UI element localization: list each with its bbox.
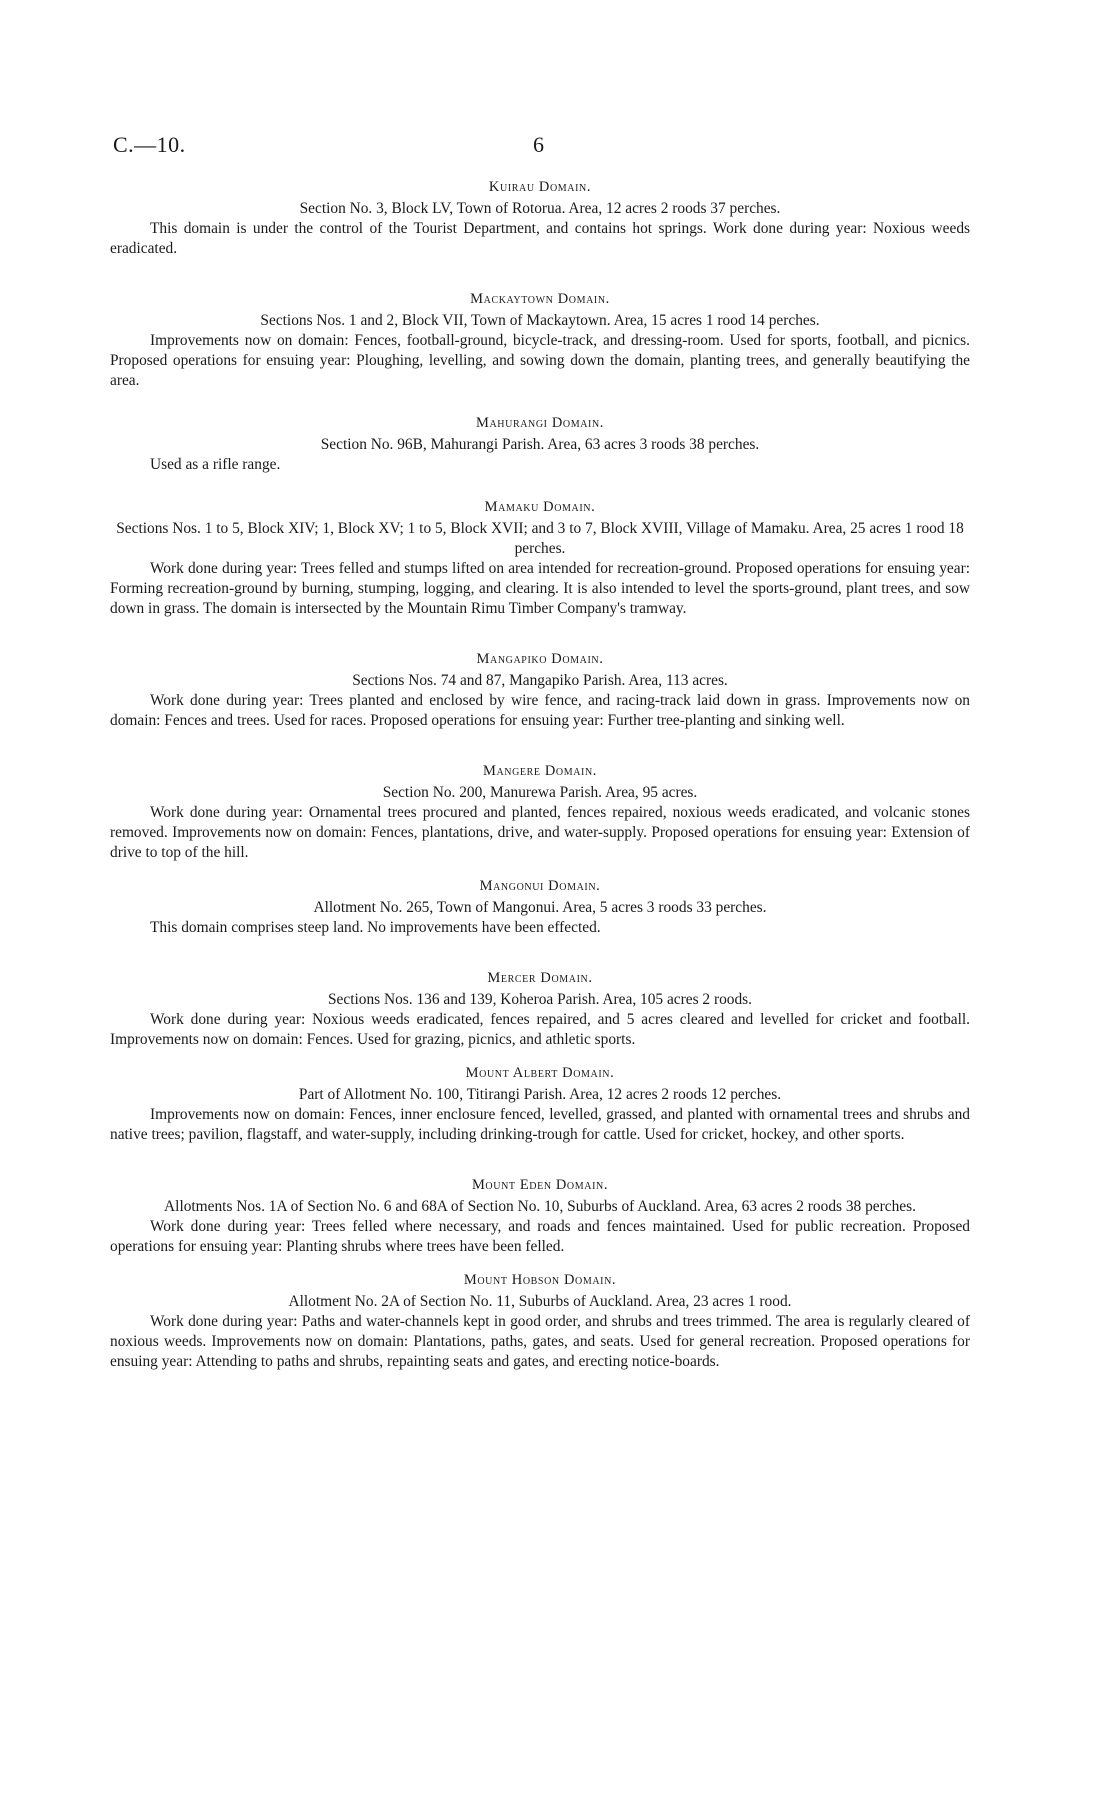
domain-entry-mahurangi <box>110 413 970 475</box>
domain-entry-mangapiko <box>110 649 970 731</box>
domain-title: Mahurangi Domain. <box>475 415 605 431</box>
domain-location: Part of Allotment No. 100, Titirangi Parish. Area, 12 acres 2 roods 12 perches. <box>298 1086 782 1103</box>
domain-title: Mount Hobson Domain. <box>463 1272 617 1288</box>
domain-description: Work done during year: Trees felled and stumps lifted on area intended for recreation-ground. Proposed operations for ensuing year: Forming recreation-ground by burning, stumping, logging, and clearing. It is also intended to level the sports-ground, plant trees, and sow down in grass. The domain is intersected by the Mountain Rimu Timber Company's tramway. <box>110 560 970 617</box>
domain-title: Mackaytown Domain. <box>470 291 610 307</box>
domain-title: Mangapiko Domain. <box>476 651 604 667</box>
domain-entry-mangonui <box>110 876 970 938</box>
domain-location: Allotment No. 2A of Section No. 11, Suburbs of Auckland. Area, 23 acres 1 rood. <box>288 1293 792 1310</box>
domain-description: Work done during year: Trees felled where necessary, and roads and fences maintained. Used for public recreation. Proposed operations for ensuing year: Planting shrubs where trees have been felled. <box>110 1218 970 1255</box>
domain-location: Sections Nos. 74 and 87, Mangapiko Parish. Area, 113 acres. <box>352 672 728 689</box>
domain-title: Mamaku Domain. <box>484 499 596 515</box>
domain-entry-mercer <box>110 968 970 1050</box>
domain-location: Allotment No. 265, Town of Mangonui. Area, 5 acres 3 roods 33 perches. <box>313 899 767 916</box>
domain-location: Allotments Nos. 1A of Section No. 6 and 68A of Section No. 10, Suburbs of Auckland. Area, 63 acres 2 roods 38 perches. <box>164 1198 916 1215</box>
domain-title: Kuirau Domain. <box>488 179 592 195</box>
domain-location: Section No. 200, Manurewa Parish. Area, 95 acres. <box>382 784 698 801</box>
domain-title: Mangere Domain. <box>482 763 598 779</box>
domain-description: Used as a rifle range. <box>150 456 281 473</box>
domain-entry-mamaku <box>110 497 970 619</box>
domain-entry-mackaytown <box>110 289 970 391</box>
domain-location: Section No. 3, Block LV, Town of Rotorua. Area, 12 acres 2 roods 37 perches. <box>299 200 781 217</box>
domain-description: This domain is under the control of the Tourist Department, and contains hot springs. Work done during year: Noxious weeds eradicated. <box>110 220 970 257</box>
domain-location: Section No. 96B, Mahurangi Parish. Area, 63 acres 3 roods 38 perches. <box>320 436 760 453</box>
domain-entry-mangere <box>110 761 970 863</box>
domain-location: Sections Nos. 1 to 5, Block XIV; 1, Block XV; 1 to 5, Block XVII; and 3 to 7, Block XVIII, Village of Mamaku. Area, 25 acres 1 rood 18 perches. <box>116 520 964 557</box>
domain-entry-kuirau <box>110 177 970 259</box>
page-header <box>113 132 545 158</box>
domain-title: Mercer Domain. <box>487 970 593 986</box>
domain-location: Sections Nos. 136 and 139, Koheroa Parish. Area, 105 acres 2 roods. <box>327 991 753 1008</box>
domain-entry-mount-hobson <box>110 1270 970 1372</box>
domain-title: Mount Albert Domain. <box>465 1065 615 1081</box>
page-number: 6 <box>533 132 545 157</box>
domain-description: Work done during year: Noxious weeds eradicated, fences repaired, and 5 acres cleared and levelled for cricket and football. Improvements now on domain: Fences. Used for grazing, picnics, and athletic sports. <box>110 1011 970 1048</box>
domain-title: Mount Eden Domain. <box>471 1177 609 1193</box>
domain-entry-mount-eden <box>110 1175 970 1257</box>
domain-description: Work done during year: Ornamental trees procured and planted, fences repaired, noxious weeds eradicated, and volcanic stones removed. Improvements now on domain: Fences, plantations, drive, and water-supply. Proposed operations for ensuing year: Extension of drive to top of the hill. <box>110 804 970 861</box>
domain-entry-mount-albert <box>110 1063 970 1145</box>
document-body <box>110 177 970 1372</box>
document-reference: C.—10. <box>113 132 186 157</box>
domain-description: Work done during year: Paths and water-channels kept in good order, and shrubs and trees trimmed. The area is regularly cleared of noxious weeds. Improvements now on domain: Plantations, paths, gates, and seats. Used for general recreation. Proposed operations for ensuing year: Attending to paths and shrubs, repainting seats and gates, and erecting notice-boards. <box>110 1313 970 1370</box>
domain-title: Mangonui Domain. <box>479 878 601 894</box>
domain-description: Improvements now on domain: Fences, inner enclosure fenced, levelled, grassed, and planted with ornamental trees and shrubs and native trees; pavilion, flagstaff, and water-supply, including drinking-trough for cattle. Used for cricket, hockey, and other sports. <box>110 1106 970 1143</box>
domain-location: Sections Nos. 1 and 2, Block VII, Town of Mackaytown. Area, 15 acres 1 rood 14 perches. <box>260 312 820 329</box>
domain-description: Improvements now on domain: Fences, football-ground, bicycle-track, and dressing-room. Used for sports, football, and picnics. Proposed operations for ensuing year: Ploughing, levelling, and sowing down the domain, planting trees, and generally beautifying the area. <box>110 332 970 389</box>
domain-description: This domain comprises steep land. No improvements have been effected. <box>150 919 601 936</box>
domain-description: Work done during year: Trees planted and enclosed by wire fence, and racing-track laid down in grass. Improvements now on domain: Fences and trees. Used for races. Proposed operations for ensuing year: Further tree-planting and sinking well. <box>110 692 970 729</box>
